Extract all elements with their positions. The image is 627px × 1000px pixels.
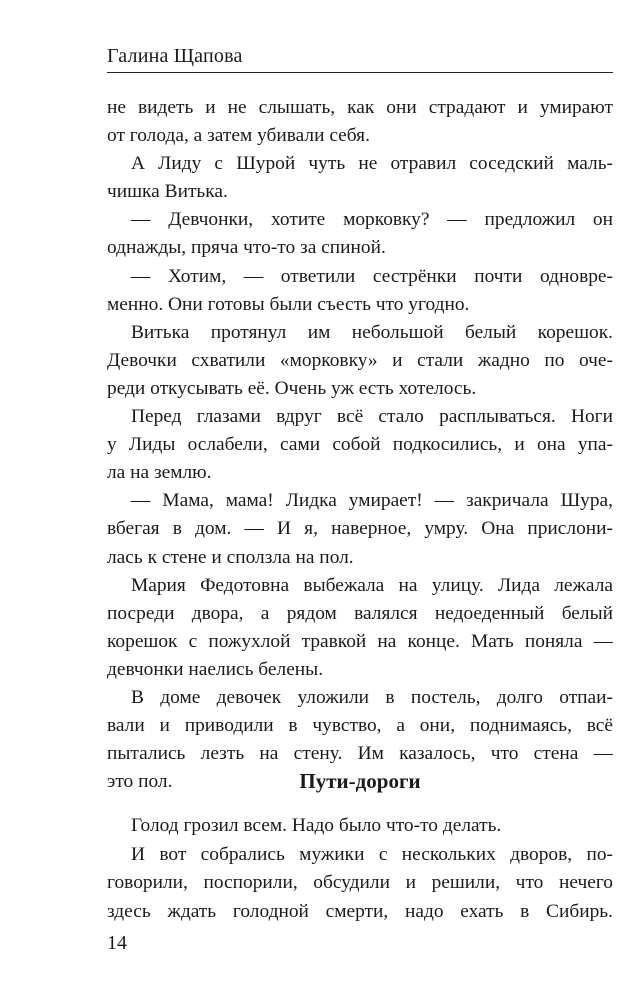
text-line: это пол. [107, 771, 173, 793]
section-heading: Пути-дороги [299, 769, 421, 793]
body-text-block [107, 94, 613, 796]
text-line: реди откусывать её. Очень уж есть хотелось. [107, 377, 477, 399]
text-line: посреди двора, а рядом валялся недоеденный белый [107, 602, 613, 624]
text-line: — Хотим, — ответили сестрёнки почти одновре- [131, 265, 613, 287]
text-line: девчонки наелись белены. [107, 658, 324, 680]
text-line: Голод грозил всем. Надо было что-то делать. [131, 815, 502, 836]
text-line: чишка Витька. [107, 181, 228, 203]
text-line: Мария Федотовна выбежала на улицу. Лида лежала [131, 574, 613, 596]
text-line: А Лиду с Шурой чуть не отравил соседский маль- [131, 153, 613, 175]
text-line: не видеть и не слышать, как они страдают и умирают [107, 97, 613, 118]
text-line: ла на землю. [107, 462, 212, 484]
text-line: вбегая в дом. — И я, наверное, умру. Она прислони- [107, 518, 613, 540]
text-line: однажды, пряча что-то за спиной. [107, 237, 386, 259]
body-text-block-2 [107, 812, 613, 926]
text-line: лась к стене и сползла на пол. [107, 546, 354, 568]
text-line: В доме девочек уложили в постель, долго отпаи- [131, 686, 613, 708]
text-line: — Девчонки, хотите морковку? — предложил он [131, 209, 613, 231]
page-number: 14 [107, 932, 127, 954]
text-line: — Мама, мама! Лидка умирает! — закричала Шура, [131, 490, 613, 512]
text-line: Перед глазами вдруг всё стало расплываться. Ноги [131, 406, 613, 428]
text-line: корешок с пожухлой травкой на конце. Мать поняла — [107, 630, 613, 652]
text-line: здесь ждать голодной смерти, надо ехать в Сибирь. [107, 900, 613, 922]
text-line: от голода, а затем убивали себя. [107, 125, 370, 147]
text-line: Девочки схватили «морковку» и стали жадно по оче- [107, 349, 613, 371]
text-line: говорили, поспорили, обсудили и решили, что нечего [107, 872, 613, 893]
text-line: вали и приводили в чувство, а они, поднимаясь, всё [107, 715, 613, 737]
text-line: у Лиды ослабели, сами собой подкосились, и она упа- [107, 434, 613, 456]
text-line: пытались лезть на стену. Им казалось, что стена — [107, 743, 613, 765]
text-line: менно. Они готовы были съесть что угодно. [107, 293, 470, 315]
text-line: Витька протянул им небольшой белый корешок. [131, 321, 613, 343]
text-line: И вот собрались мужики с нескольких дворов, по- [131, 843, 613, 865]
header-author: Галина Щапова [107, 45, 243, 67]
running-header [107, 44, 613, 73]
